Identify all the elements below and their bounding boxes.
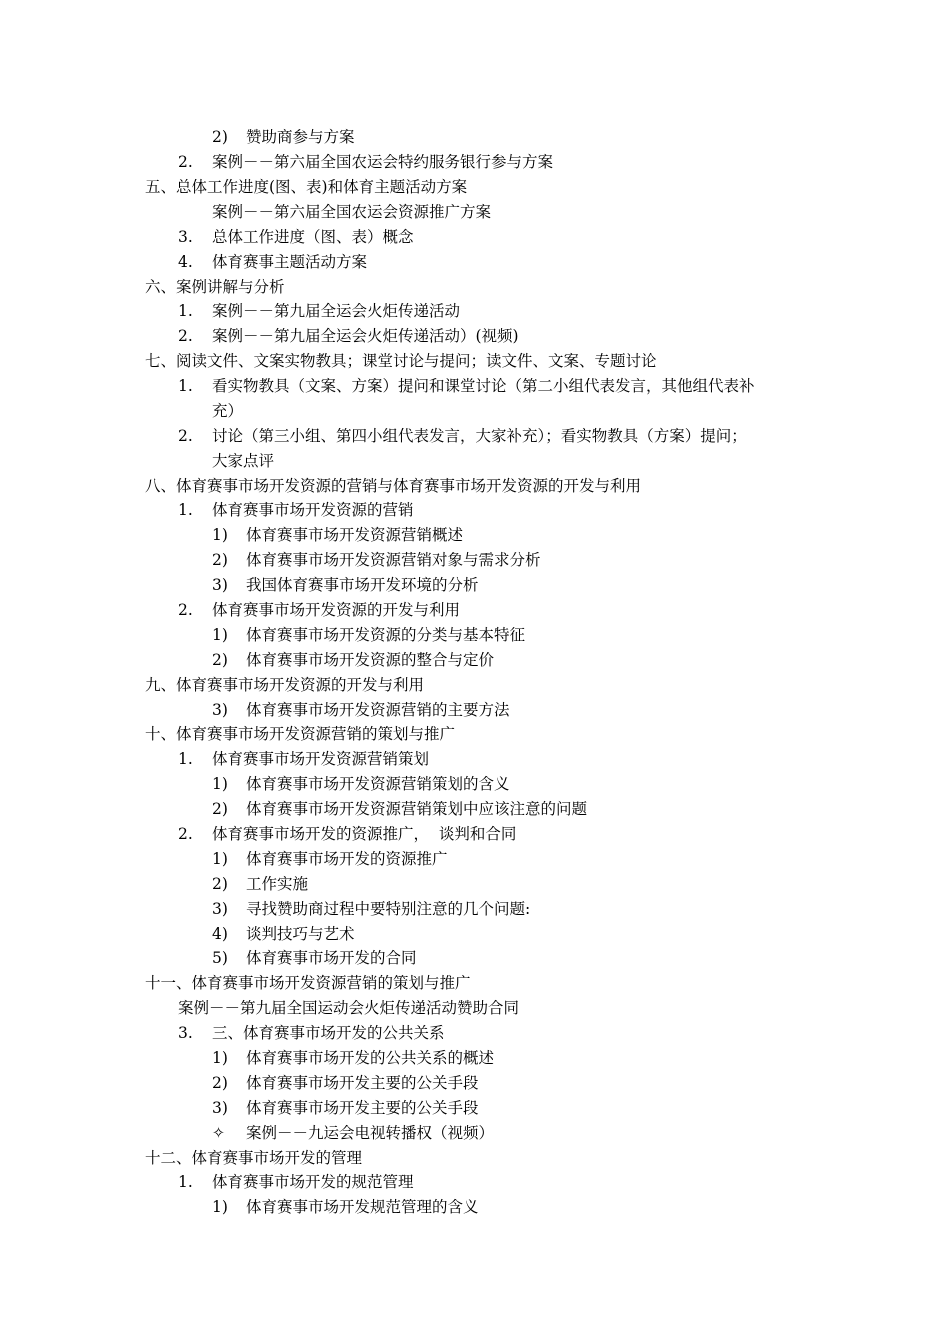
item-number: 2) [212,551,228,569]
list-item [212,575,479,595]
section-heading: 五、总体工作进度(图、表)和体育主题活动方案 [145,178,468,196]
list-item [178,326,519,346]
list-item [212,550,541,570]
item-text: 体育赛事市场开发的资源推广 [246,850,448,868]
item-text: 三、体育赛事市场开发的公共关系 [212,1024,445,1042]
item-text: 总体工作进度（图、表）概念 [212,228,414,246]
item-text: 体育赛事市场开发资源营销策划 [212,750,430,768]
list-item [178,252,367,272]
list-item [212,948,417,968]
item-number: 2) [212,651,228,669]
list-item [212,874,308,894]
list-item [212,799,587,819]
section-heading: 八、体育赛事市场开发资源的营销与体育赛事市场开发资源的开发与利用 [145,477,642,495]
list-item-continuation: 充） [212,402,244,420]
section-heading: 十二、体育赛事市场开发的管理 [145,1149,363,1167]
item-text: 案例－－第六届全国农运会特约服务银行参与方案 [212,153,554,171]
item-text: 体育赛事市场开发资源的整合与定价 [246,651,495,669]
item-number: 2) [212,1074,228,1092]
item-text: 体育赛事市场开发资源营销概述 [246,526,464,544]
item-text: 体育赛事市场开发资源的开发与利用 [212,601,461,619]
item-number: 4) [212,925,228,943]
list-item [178,749,429,769]
item-number: 2. [178,427,193,445]
item-number: 1) [212,1198,228,1216]
list-item [212,899,530,919]
section-heading: 九、体育赛事市场开发资源的开发与利用 [145,676,425,694]
list-item [178,301,460,321]
section-heading: 十一、体育赛事市场开发资源营销的策划与推广 [145,974,471,992]
item-text: 工作实施 [246,875,309,893]
list-item [178,1172,414,1192]
item-text: 体育赛事市场开发资源的营销 [212,501,414,519]
item-number: 3) [212,1099,228,1117]
list-item [212,650,494,670]
item-text: 我国体育赛事市场开发环境的分析 [246,576,479,594]
item-number: 1. [178,302,193,320]
item-number: 1) [212,1049,228,1067]
item-number: 1) [212,626,228,644]
list-item [212,127,355,147]
item-text: 体育赛事市场开发资源的分类与基本特征 [246,626,526,644]
section-heading: 七、阅读文件、文案实物教具；课堂讨论与提问；读文件、文案、专题讨论 [145,352,657,370]
item-number: 4. [178,253,193,271]
item-number: 1) [212,526,228,544]
item-text: 体育赛事市场开发规范管理的含义 [246,1198,479,1216]
item-number: 1) [212,775,228,793]
list-item-continuation: 大家点评 [212,452,275,470]
list-item [178,824,516,844]
list-item [212,1048,494,1068]
item-text: 案例－－第九届全运会火炬传递活动）(视频) [212,327,519,345]
list-item [212,1098,479,1118]
section-heading: 十、体育赛事市场开发资源营销的策划与推广 [145,725,456,743]
item-text: 体育赛事市场开发资源营销策划的含义 [246,775,510,793]
item-text: 赞助商参与方案 [246,128,355,146]
list-item: 案例－－第九届全国运动会火炬传递活动赞助合同 [178,999,520,1017]
item-text: 体育赛事市场开发的资源推广， 谈判和合同 [212,825,517,843]
item-text: 体育赛事市场开发主要的公关手段 [246,1099,479,1117]
item-text: 寻找赞助商过程中要特别注意的几个问题: [246,900,531,918]
item-text: 体育赛事市场开发资源营销的主要方法 [246,701,510,719]
item-text: 看实物教具（文案、方案）提问和课堂讨论（第二小组代表发言，其他组代表补 [212,377,755,395]
item-text: 案例－－第九届全运会火炬传递活动 [212,302,461,320]
item-number: 2. [178,153,193,171]
list-item [178,1023,445,1043]
item-number: 5) [212,949,228,967]
item-number: 2. [178,601,193,619]
item-number: 2. [178,825,193,843]
list-item [212,1073,479,1093]
item-number: 1. [178,501,193,519]
item-number: 2) [212,800,228,818]
list-item [212,525,463,545]
item-number: 3. [178,228,193,246]
list-item [212,924,355,944]
item-number: 3) [212,576,228,594]
item-text: 体育赛事市场开发主要的公关手段 [246,1074,479,1092]
list-item [212,700,510,720]
item-number: 1. [178,377,193,395]
item-text: 体育赛事市场开发资源营销策划中应该注意的问题 [246,800,588,818]
list-item [178,500,414,520]
list-item [212,625,525,645]
item-number: 2) [212,128,228,146]
item-text: 讨论（第三小组、第四小组代表发言，大家补充）；看实物教具（方案）提问； [212,427,747,445]
list-item [178,227,414,247]
item-number: 1. [178,750,193,768]
item-number: 3) [212,701,228,719]
list-item [212,849,448,869]
diamond-bullet-icon: ✧ [212,1124,225,1142]
item-text: 体育赛事市场开发的合同 [246,949,417,967]
item-text: 体育赛事市场开发的公共关系的概述 [246,1049,495,1067]
item-text: 体育赛事市场开发的规范管理 [212,1173,414,1191]
item-text: 体育赛事主题活动方案 [212,253,368,271]
list-item [212,1123,494,1143]
list-item [212,1197,479,1217]
list-item [178,152,553,172]
item-number: 2. [178,327,193,345]
section-heading: 六、案例讲解与分析 [145,278,285,296]
item-number: 1) [212,850,228,868]
item-text: 案例－－九运会电视转播权（视频） [246,1124,495,1142]
item-number: 3) [212,900,228,918]
item-number: 3. [178,1024,193,1042]
item-text: 谈判技巧与艺术 [246,925,355,943]
item-text: 体育赛事市场开发资源营销对象与需求分析 [246,551,541,569]
list-item [212,774,510,794]
list-item [178,376,755,396]
list-item [178,426,747,446]
list-item: 案例－－第六届全国农运会资源推广方案 [212,203,492,221]
list-item [178,600,460,620]
item-number: 2) [212,875,228,893]
item-number: 1. [178,1173,193,1191]
